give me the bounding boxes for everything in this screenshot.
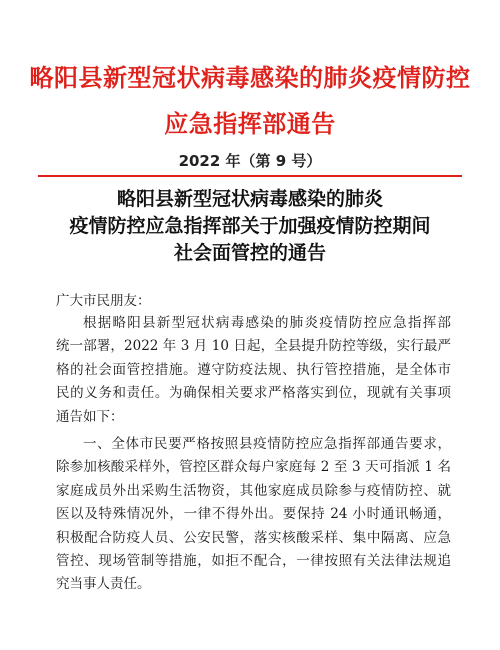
- notice-title-line1: 略阳县新型冠状病毒感染的肺炎: [116, 188, 383, 210]
- red-divider: [38, 175, 462, 177]
- paragraph-2: [56, 433, 451, 597]
- paragraph-line: 医以及特殊情况外，一律不得外出。要保持 24 小时通讯畅通，: [56, 506, 451, 523]
- paragraph-line: 管控、现场管制等措施，如拒不配合，一律按照有关法律法规追: [56, 553, 451, 570]
- paragraph-line: 除参加核酸采样外，管控区群众每户家庭每 2 至 3 天可指派 1 名: [56, 459, 451, 476]
- notice-title-line3: 社会面管控的通告: [173, 242, 326, 264]
- paragraph-line: 一、全体市民要严格按照县疫情防控应急指挥部通告要求，: [83, 436, 451, 452]
- salutation: 广大市民朋友：: [56, 293, 151, 309]
- paragraph-line: 统一部署，2022 年 3 月 10 日起，全县提升防控等级，实行最严: [56, 338, 451, 355]
- paragraph-line: 格的社会面管控措施。遵守防疫法规、执行管控措施，是全体市: [56, 361, 451, 378]
- paragraph-line: 究当事人责任。: [56, 576, 151, 593]
- paragraph-line: 家庭成员外出采购生活物资，其他家庭成员除参与疫情防控、就: [56, 482, 451, 499]
- paragraph-line: 积极配合防疫人员、公安民警，落实核酸采样、集中隔离、应急: [56, 529, 451, 546]
- paragraph-line: 根据略阳县新型冠状病毒感染的肺炎疫情防控应急指挥部: [83, 315, 451, 331]
- notice-title-line2: 疫情防控应急指挥部关于加强疫情防控期间: [69, 215, 431, 237]
- issuer-title-line2: 应急指挥部通告: [164, 109, 336, 138]
- paragraph-line: 通告如下：: [56, 408, 124, 425]
- paragraph-line: 民的义务和责任。为确保相关要求严格落实到位，现就有关事项: [56, 385, 451, 402]
- document-number: 2022 年（第 9 号）: [178, 152, 322, 170]
- paragraph-1: [56, 312, 451, 429]
- issuer-title-line1: 略阳县新型冠状病毒感染的肺炎疫情防控: [29, 63, 471, 92]
